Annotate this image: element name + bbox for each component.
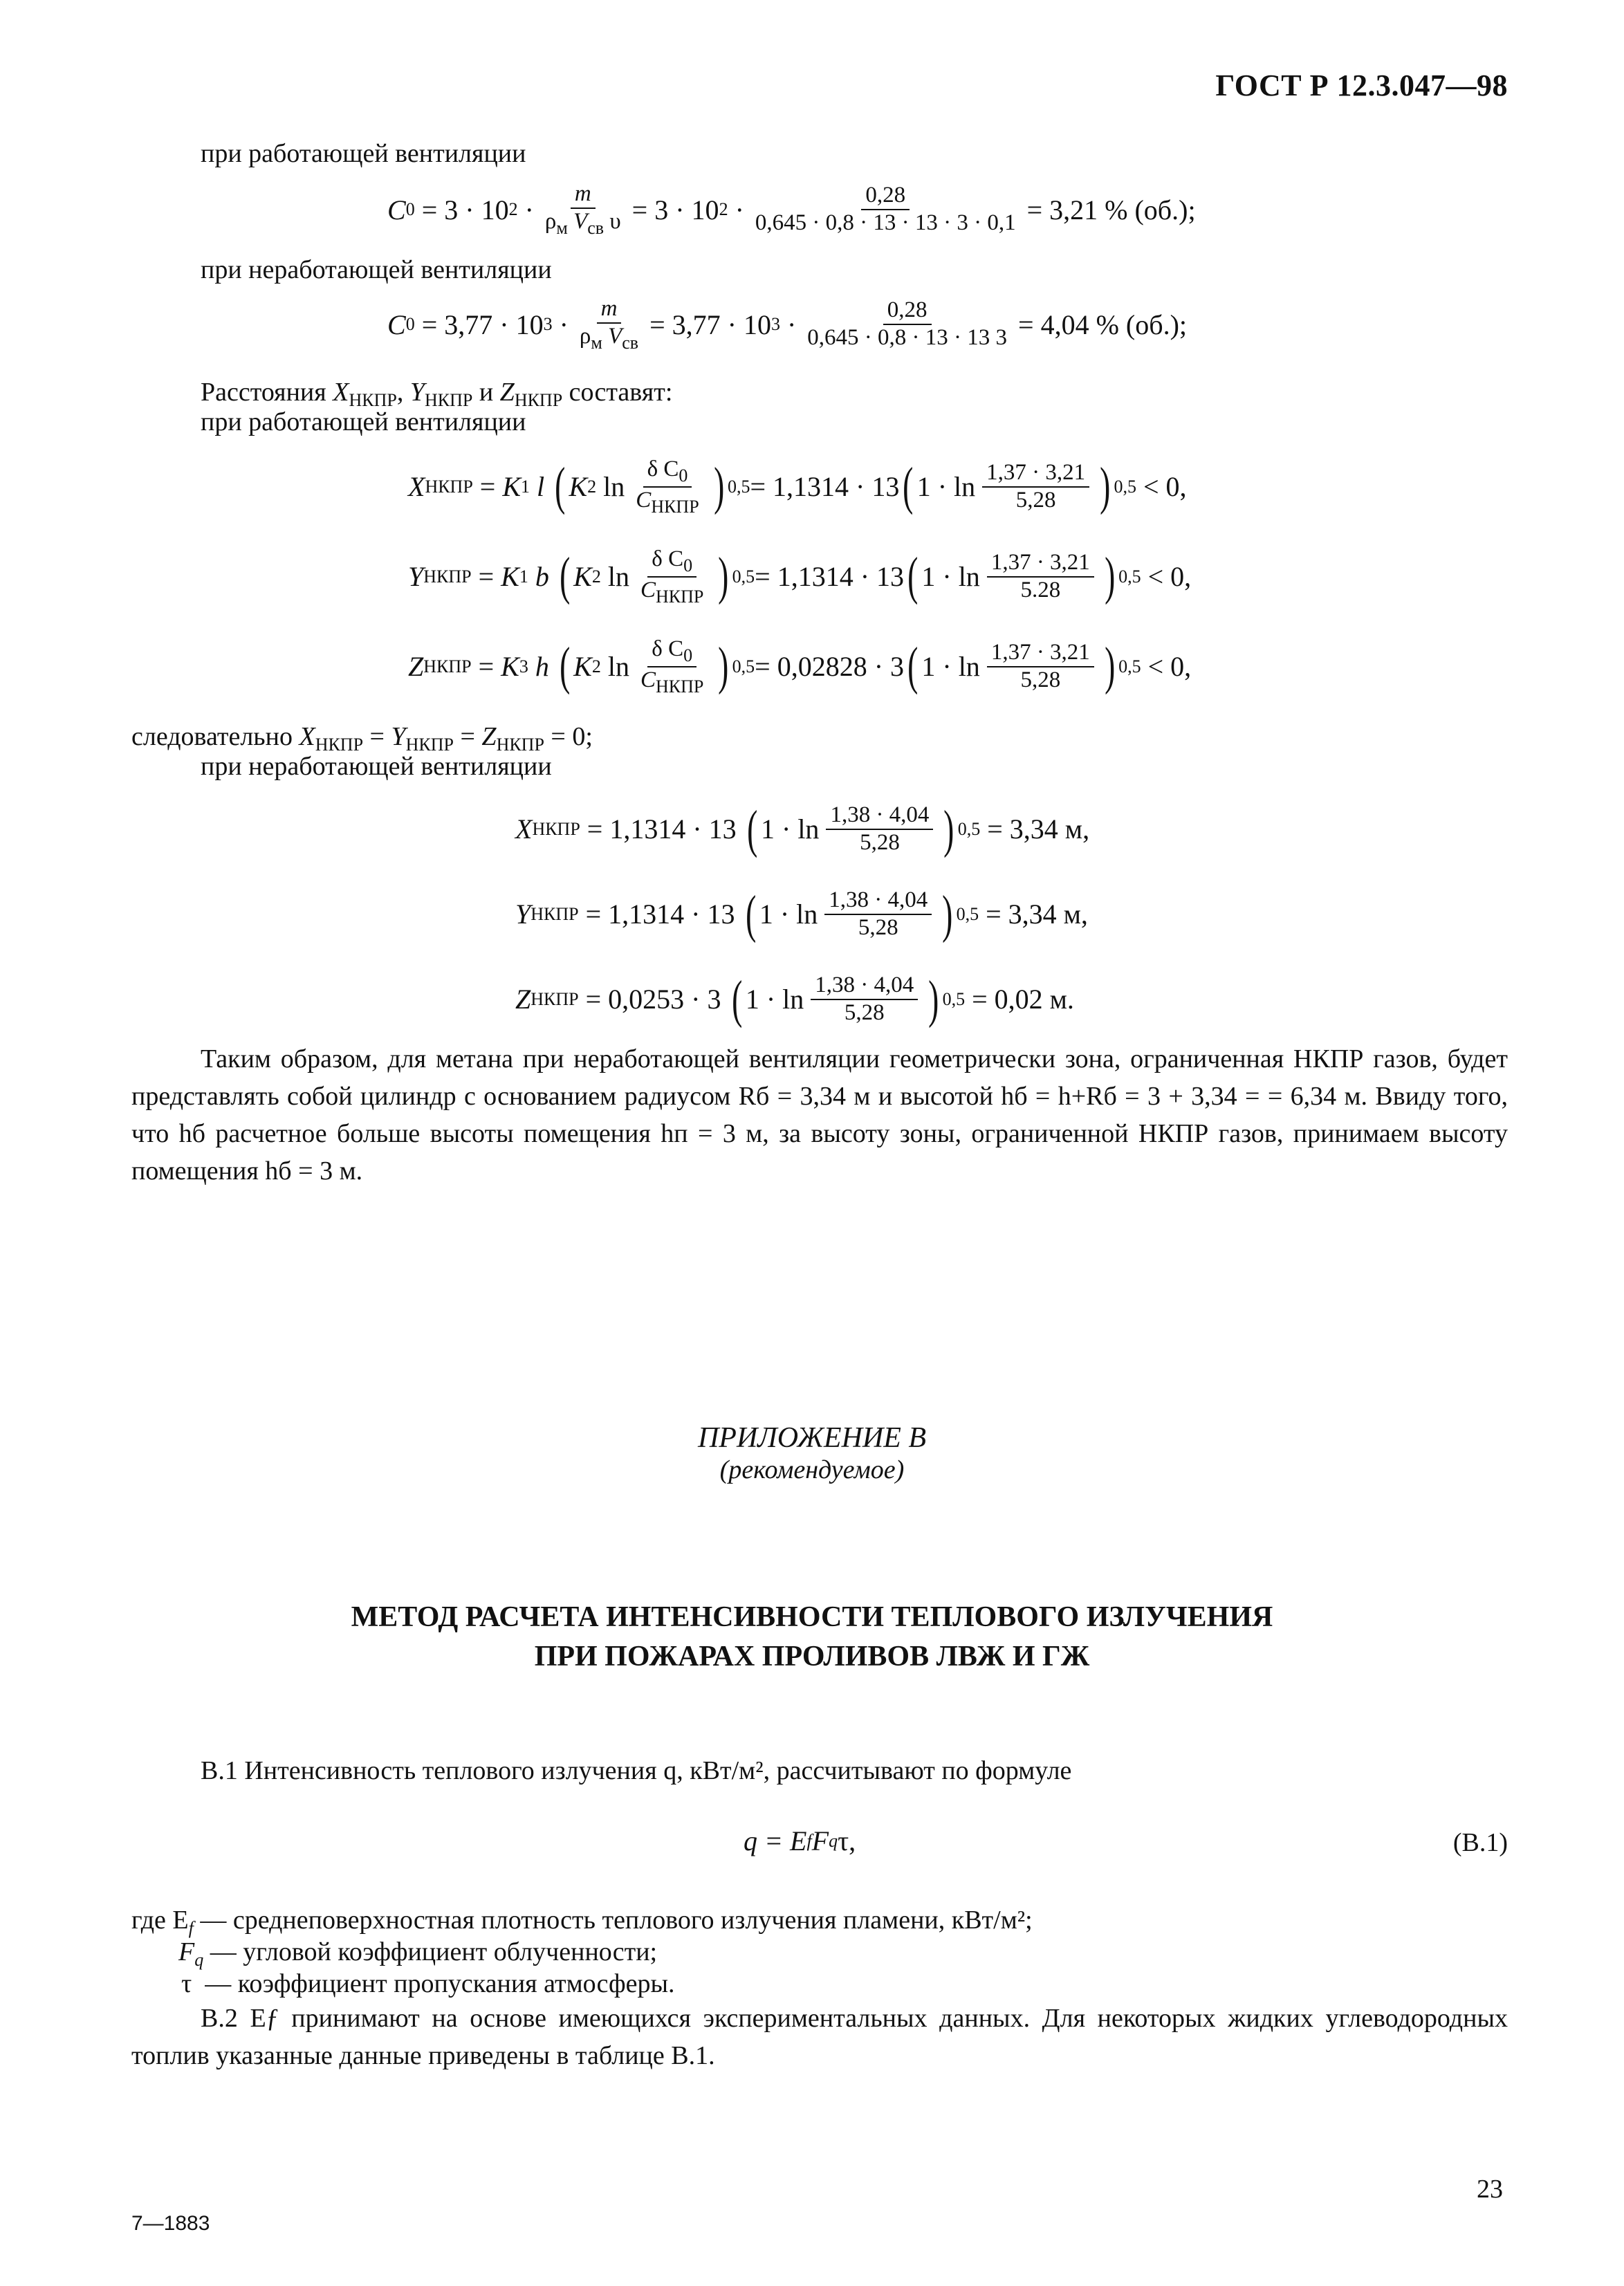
where-fq: $F_q$ — угловой коэффициент облученности; [178,1937,658,1970]
text-vent-off-2: при неработающей вентиляции [201,752,552,781]
where-tau: τ — коэффициент пропускания атмосферы. [181,1969,675,1998]
text-distances: Расстояния $X_{НКПР}$, $Y_{НКПР}$ и $Z_{НКПР}$ составят: [201,378,673,410]
footer-code: 7—1883 [131,2212,210,2235]
text-vent-on-2: при работающей вентиляции [201,407,526,436]
equation-x-nkpr-working: X НКПР = K 1 l ( K 2 ln $\frac{\delta C_0}{C_{НКПР}}$ ) 0,5 = 1,1314 · 13 ( 1 · ln $\frac{1,37 \cdot 3,21}{5,28}$ ) 0,5 < 0, [408,457,1187,517]
appendix-title: ПРИЛОЖЕНИЕ В [697,1422,927,1454]
method-title-line-2: ПРИ ПОЖАРАХ ПРОЛИВОВ ЛВЖ И ГЖ [534,1641,1090,1672]
equation-c0-not-working: C 0 = 3,77 · 10 3 · $\frac{m}{\rho_м V_{св}}$ = 3,77 · 10 3 · $\frac{0,28}{0,645 \cdot 0,8 \cdot 13 \cdot 13 3}$ = 4,04 % (об.); [387,296,1187,353]
equation-y-nkpr-off: Y НКПР = 1,1314 · 13 ( 1 · ln $\frac{1,38 \cdot 4,04}{5,28}$ ) 0,5 = 3,34 м, [515,885,1088,943]
appendix-subtitle: (рекомендуемое) [719,1455,905,1484]
clause-b1: В.1 Интенсивность теплового излучения q, кВт/м², рассчитывают по формуле [201,1756,1072,1785]
page-number: 23 [1477,2175,1503,2204]
equation-b1: q = E f F q τ, [744,1825,856,1856]
equation-x-nkpr-off: X НКПР = 1,1314 · 13 ( 1 · ln $\frac{1,38 \cdot 4,04}{5,28}$ ) 0,5 = 3,34 м, [515,800,1090,858]
text-vent-on: при работающей вентиляции [201,139,526,168]
text-therefore: следовательно $X_{НКПР} = Y_{НКПР} = Z_{НКПР} = 0$; [131,722,593,755]
equation-y-nkpr-working: Y НКПР = K 1 b ( K 2 ln $\frac{\delta C_0}{C_{НКПР}}$ ) 0,5 = 1,1314 · 13 ( 1 · ln $\frac{1,37 \cdot 3,21}{5.28}$ ) 0,5 < 0, [408,546,1192,607]
method-title-line-1: МЕТОД РАСЧЕТА ИНТЕНСИВНОСТИ ТЕПЛОВОГО ИЗЛУЧЕНИЯ [351,1601,1273,1633]
document-header: ГОСТ Р 12.3.047—98 [1215,68,1508,102]
conclusion-paragraph: Таким образом, для метана при неработающей вентиляции геометрически зона, ограниченная НКПР газов, будет представлять собой цилиндр с основанием радиусом Rб = 3,34 м и высотой hб = h+Rб = 3 + 3,34 = = 6,34 м. Ввиду того, что hб расчетное больше высоты помещения hп = 3 м, за высоту зоны, ограниченной НКПР газов, принимаем высоту помещения hб = 3 м. [131,1044,1508,1186]
equation-c0-working: C 0 = 3 · 10 2 · $\frac{m}{\rho_м V_{св} \upsilon}$ = 3 · 10 2 · $\frac{0,28}{0,645 \cdot 0,8 \cdot 13 \cdot 13 \cdot 3 \cdot 0,1}$ = 3,21 % (об.); [387,181,1196,238]
equation-z-nkpr-off: Z НКПР = 0,0253 · 3 ( 1 · ln $\frac{1,38 \cdot 4,04}{5,28}$ ) 0,5 = 0,02 м. [515,970,1074,1029]
text-vent-off: при неработающей вентиляции [201,255,552,284]
equation-z-nkpr-working: Z НКПР = K 3 h ( K 2 ln $\frac{\delta C_0}{C_{НКПР}}$ ) 0,5 = 0,02828 · 3 ( 1 · ln $\frac{1,37 \cdot 3,21}{5,28}$ ) 0,5 < 0, [408,636,1192,697]
equation-number-b1: (В.1) [1452,1828,1508,1857]
where-ef: где $E_f$ — среднеповерхностная плотность теплового излучения пламени, кВт/м²; [131,1906,1033,1938]
clause-b2: В.2 Eƒ принимают на основе имеющихся экспериментальных данных. Для некоторых жидких углеводородных топлив указанные данные приведены в таблице В.1. [131,2004,1508,2070]
